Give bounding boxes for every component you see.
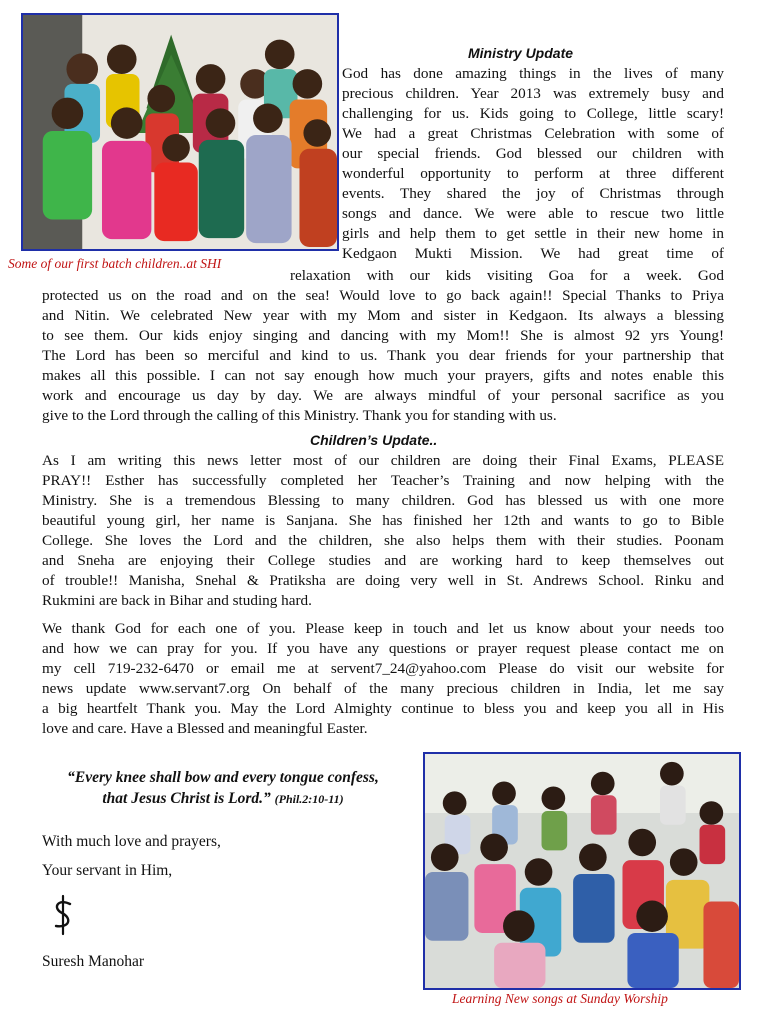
ministry-line: Kedgaon Mukti Mission. We had great time of: [342, 245, 724, 262]
ministry-line: makes all this possible. I can not say enough how much your prayers, gifts and notes enable this: [42, 367, 724, 384]
thanks-line: We thank God for each one of you. Please keep in touch and let us know about your needs too: [42, 620, 724, 637]
thanks-line: love and care. Have a Blessed and meaningful Easter.: [42, 720, 368, 737]
thanks-line: my cell 719-232-6470 or email me at servent7_24@yahoo.com Please do visit our website for: [42, 660, 724, 677]
ministry-line: protected us on the road and on the sea! Would love to go back again!! Special Thanks to Priya: [42, 287, 724, 304]
ministry-line: challenging for us. Kids going to College, little scary!: [342, 105, 724, 122]
closing-love-line: With much love and prayers,: [42, 833, 221, 850]
thanks-line: a big heartfelt Thank you. May the Lord Almighty continue to bless you and keep you all in His: [42, 700, 724, 717]
group-photo-image: [23, 15, 337, 249]
ministry-line: and Nitin. We celebrated New year with my Mom and sister in Kedgaon. Its always a blessing: [42, 307, 724, 324]
children-line: Ministry. She is a tremendous Blessing to many children. God has blessed us with one more: [42, 492, 724, 509]
worship-photo-image: [425, 754, 739, 988]
signature-mark: [48, 894, 78, 936]
ministry-line: wonderful opportunity to perform at three different: [342, 165, 724, 182]
children-group-photo: [21, 13, 339, 251]
ministry-line: The Lord has been so merciful and kind to us. Thank you dear friends for your partnership that: [42, 347, 724, 364]
ministry-update-heading: Ministry Update: [468, 45, 574, 61]
ministry-line: We had a great Christmas Celebration with some of: [342, 125, 724, 142]
author-name: Suresh Manohar: [42, 953, 145, 970]
children-line: PRAY!! Esther has successfully completed her Teacher’s Training and now helping with the: [42, 472, 724, 489]
quote-line-2-text: that Jesus Christ is Lord.”: [102, 790, 271, 807]
top-photo-caption: Some of our first batch children..at SHI: [8, 256, 222, 271]
children-line: College. She loves the Lord and the children, she also helps them with their studies. Poonam: [42, 532, 724, 549]
children-line: As I am writing this news letter most of our children are doing their Final Exams, PLEASE: [42, 452, 724, 469]
sunday-worship-photo: [423, 752, 741, 990]
childrens-update-heading: Children’s Update..: [310, 432, 438, 448]
ministry-line: precious children. Year 2013 was extremely busy and: [342, 85, 724, 102]
children-line: beautiful young girl, her name is Sanjana. She has finished her 12th and wants to go to Bible: [42, 512, 724, 529]
ministry-line: God has done amazing things in the lives of many: [342, 65, 724, 82]
children-line: of trouble!! Manisha, Snehal & Pratiksha are doing very well in St. Andrews School. Rinku and: [42, 572, 724, 589]
quote-line-2: [58, 788, 388, 810]
ministry-line: to see them. Our kids enjoy singing and dancing with my Mom!! She is almost 92 yrs Young!: [42, 327, 724, 344]
children-line: Rukmini are back in Bihar and studing hard.: [42, 592, 312, 609]
ministry-line: relaxation with our kids visiting Goa for a week. God: [290, 267, 724, 284]
closing-servant-line: Your servant in Him,: [42, 862, 173, 879]
thanks-line: and how we can pray for you. If you have any questions or prayer request please contact me on: [42, 640, 724, 657]
ministry-line: events. They shared the joy of Christmas through: [342, 185, 724, 202]
ministry-line: songs and dance. We were able to rescue two little: [342, 205, 724, 222]
quote-reference: (Phil.2:10-11): [274, 792, 344, 806]
ministry-line: give to the Lord through the calling of this Ministry. Thank you for standing with us.: [42, 407, 557, 424]
thanks-line: news update www.servant7.org On behalf of the many precious children in India, let me say: [42, 680, 724, 697]
ministry-line: our special friends. God blessed our children with: [342, 145, 724, 162]
children-line: and Sneha are enjoying their College studies and are working hard to keep themselves out: [42, 552, 724, 569]
scripture-quote: [58, 767, 388, 810]
ministry-line: work and encourage us day by day. We are always mindful of your personal sacrifice as you: [42, 387, 724, 404]
bottom-photo-caption: Learning New songs at Sunday Worship: [452, 991, 668, 1006]
ministry-line: girls and help them to get settle in their new home in: [342, 225, 724, 242]
quote-line-1: “Every knee shall bow and every tongue confess,: [67, 769, 379, 786]
